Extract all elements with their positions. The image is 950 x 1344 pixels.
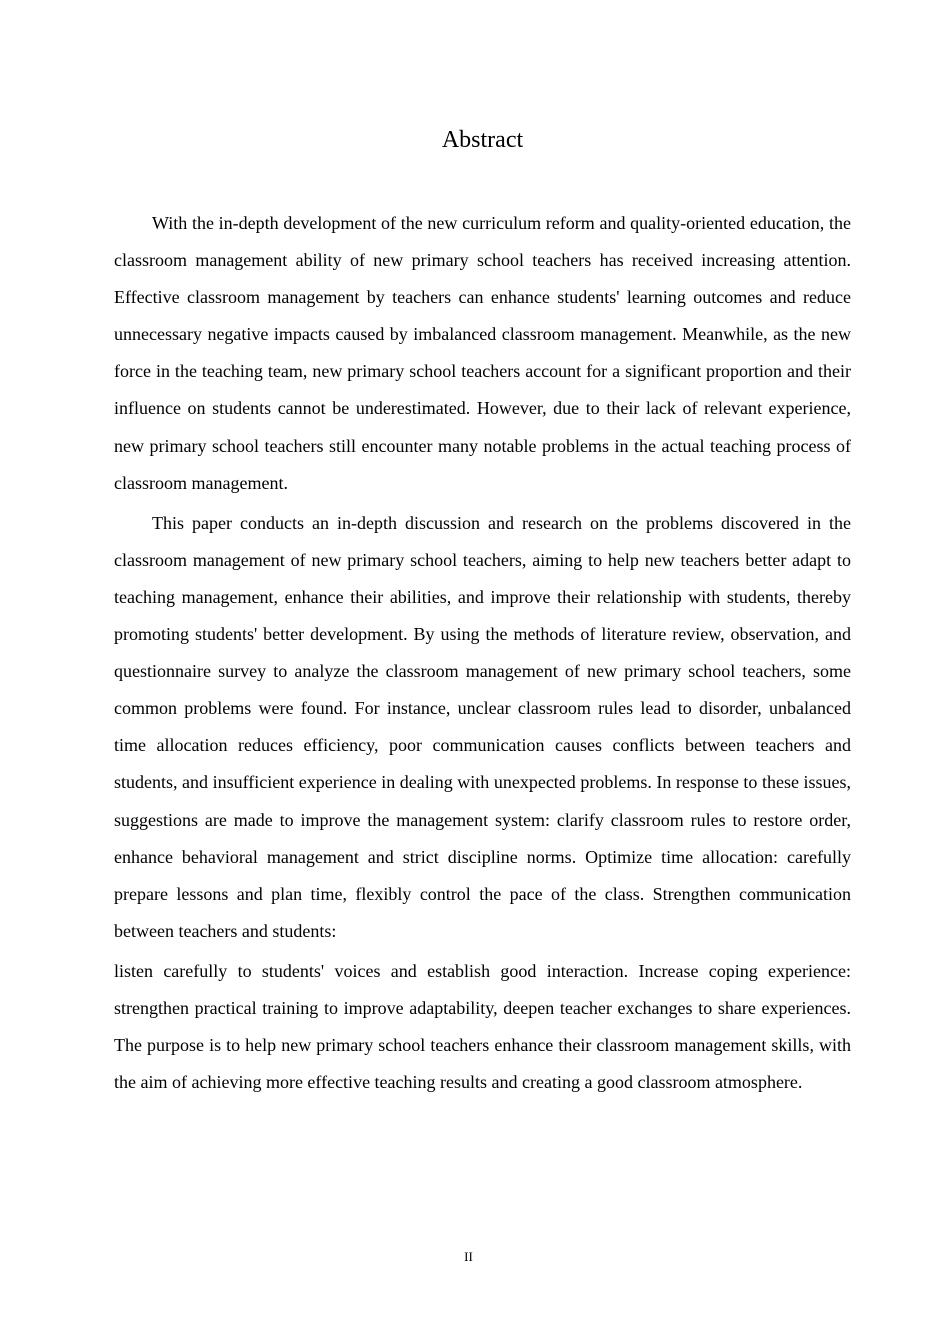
page-title: Abstract	[441, 127, 524, 153]
page-number: II	[464, 1249, 473, 1264]
abstract-paragraph-1: With the in-depth development of the new curriculum reform and quality-oriented education, the classroom management ability of new primary school teachers has received increasing attention. Effective classroom management by teachers can enhance students' learning outcomes and reduce unnecessary negative impacts caused by imbalanced classroom management. Meanwhile, as the new force in the teaching team, new primary school teachers account for a significant proportion and their influence on students cannot be underestimated. However, due to their lack of relevant experience, new primary school teachers still encounter many notable problems in the actual teaching process of classroom management.	[114, 213, 851, 493]
abstract-paragraph-2: This paper conducts an in-depth discussion and research on the problems discovered in the classroom management of new primary school teachers, aiming to help new teachers better adapt to teaching management, enhance their abilities, and improve their relationship with students, thereby promoting students' better development. By using the methods of literature review, observation, and questionnaire survey to analyze the classroom management of new primary school teachers, some common problems were found. For instance, unclear classroom rules lead to disorder, unbalanced time allocation reduces efficiency, poor communication causes conflicts between teachers and students, and insufficient experience in dealing with unexpected problems. In response to these issues, suggestions are made to improve the management system: clarify classroom rules to restore order, enhance behavioral management and strict discipline norms. Optimize time allocation: carefully prepare lessons and plan time, flexibly control the pace of the class. Strengthen communication between teachers and students:	[114, 512, 851, 941]
abstract-paragraph-3: listen carefully to students' voices and establish good interaction. Increase coping experience: strengthen practical training to improve adaptability, deepen teacher exchanges to share experiences. The purpose is to help new primary school teachers enhance their classroom management skills, with the aim of achieving more effective teaching results and creating a good classroom atmosphere.	[114, 960, 851, 1093]
abstract-body	[114, 205, 851, 1101]
